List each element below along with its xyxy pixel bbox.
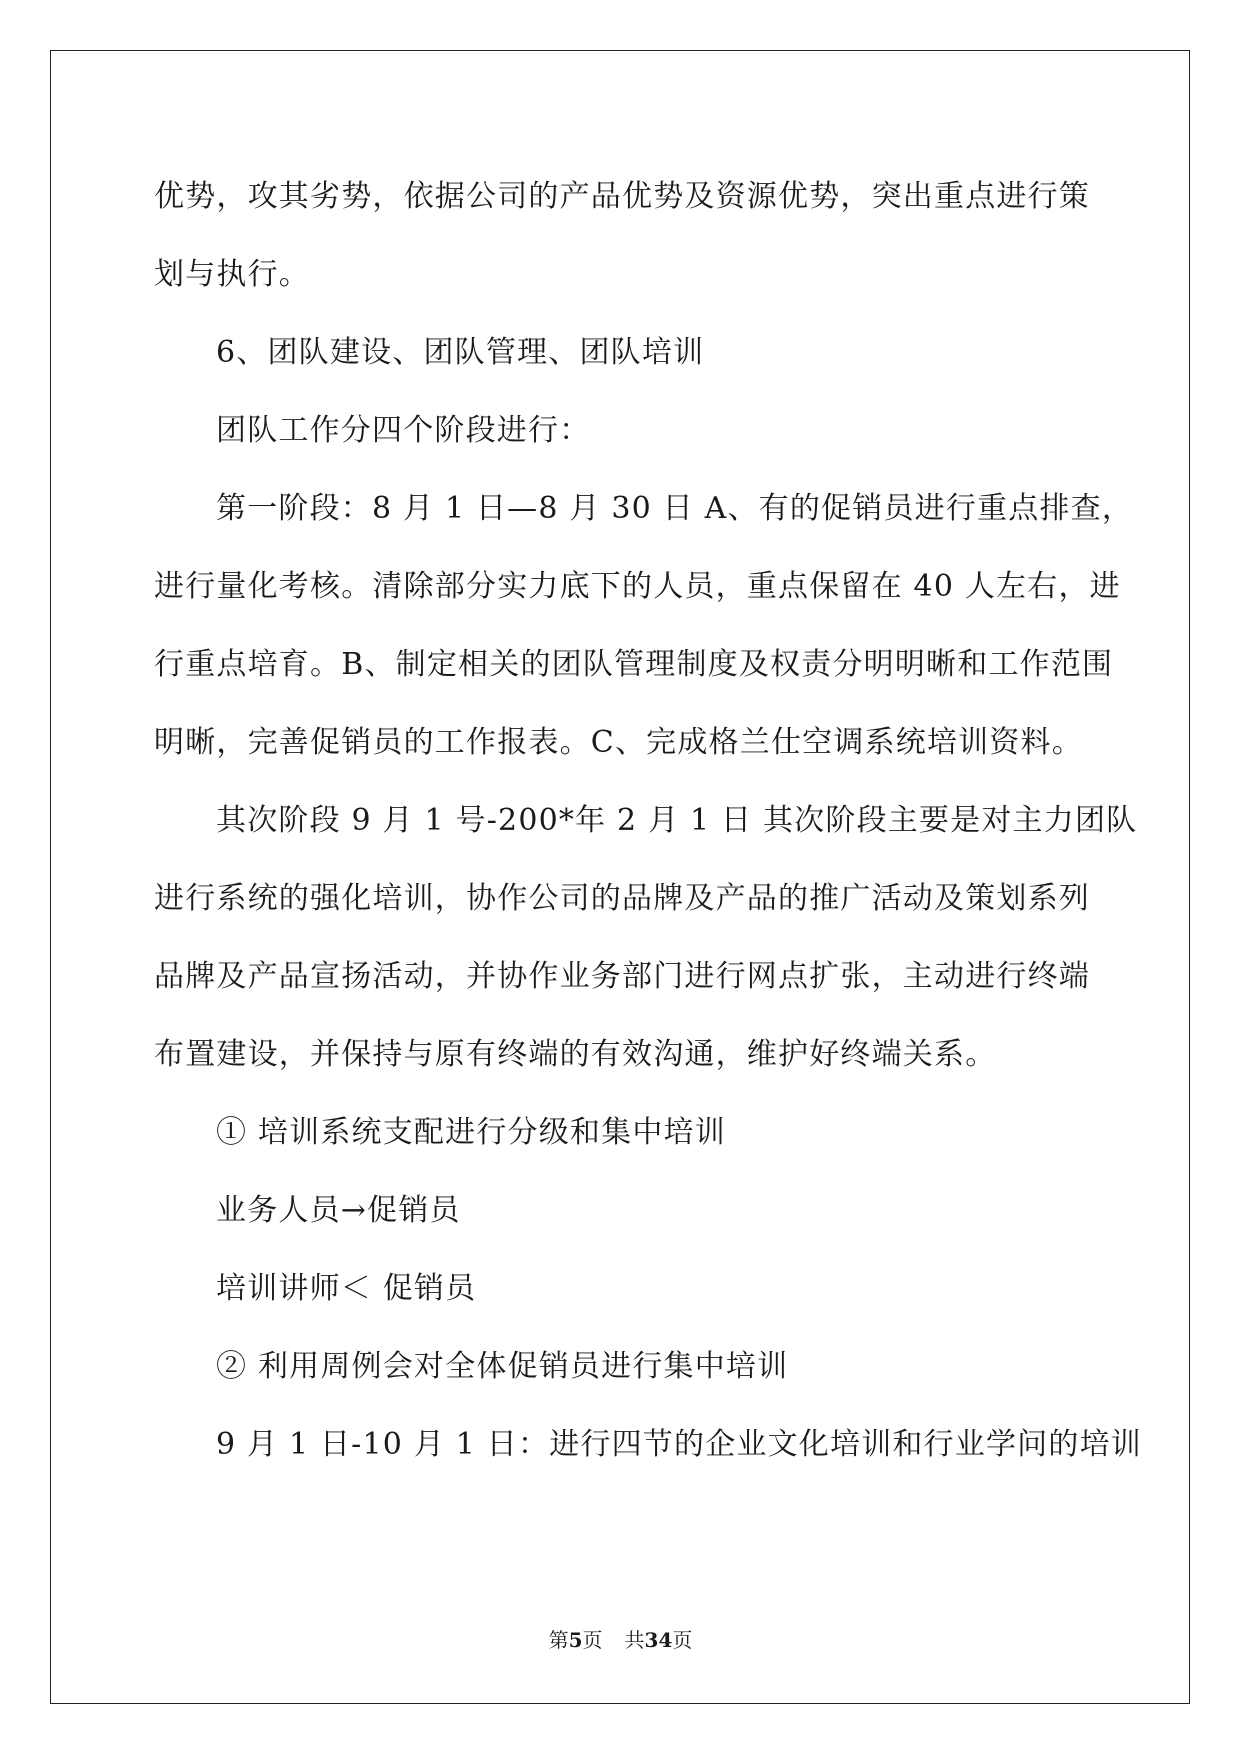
- total-prefix: 共: [624, 1628, 645, 1652]
- document-body: [154, 158, 1142, 1484]
- text-line: 业务人员→促销员: [216, 1193, 461, 1228]
- page-suffix: 页: [582, 1628, 603, 1652]
- text-line: 进行系统的强化培训，协作公司的品牌及产品的推广活动及策划系列: [154, 881, 1090, 916]
- page-footer: [0, 1626, 1241, 1654]
- text-line: 品牌及产品宣扬活动，并协作业务部门进行网点扩张，主动进行终端: [154, 959, 1090, 994]
- text-line: 行重点培育。B、制定相关的团队管理制度及权责分明明晰和工作范围: [154, 647, 1114, 682]
- list-item: ② 利用周例会对全体促销员进行集中培训: [216, 1349, 789, 1384]
- text-line: 9 月 1 日-10 月 1 日：进行四节的企业文化培训和行业学问的培训: [216, 1427, 1142, 1462]
- text-line: 明晰，完善促销员的工作报表。C、完成格兰仕空调系统培训资料。: [154, 725, 1083, 760]
- text-line: 培训讲师＜ 促销员: [216, 1271, 477, 1306]
- text-line: 进行量化考核。清除部分实力底下的人员，重点保留在 40 人左右，进: [154, 569, 1121, 604]
- text-line: 团队工作分四个阶段进行：: [216, 413, 591, 448]
- list-item: ① 培训系统支配进行分级和集中培训: [216, 1115, 726, 1150]
- section-heading: 6、团队建设、团队管理、团队培训: [216, 335, 705, 370]
- page-number: 5: [568, 1628, 583, 1652]
- text-line: 布置建设，并保持与原有终端的有效沟通，维护好终端关系。: [154, 1037, 997, 1072]
- total-pages: 34: [644, 1628, 673, 1652]
- page-prefix: 第: [548, 1628, 569, 1652]
- text-line: 优势，攻其劣势，依据公司的产品优势及资源优势，突出重点进行策: [154, 179, 1090, 214]
- text-line: 第一阶段：8 月 1 日—8 月 30 日 A、有的促销员进行重点排查，: [216, 491, 1134, 526]
- total-suffix: 页: [672, 1628, 693, 1652]
- text-line: 划与执行。: [154, 257, 310, 292]
- text-line: 其次阶段 9 月 1 号-200*年 2 月 1 日 其次阶段主要是对主力团队: [216, 803, 1138, 838]
